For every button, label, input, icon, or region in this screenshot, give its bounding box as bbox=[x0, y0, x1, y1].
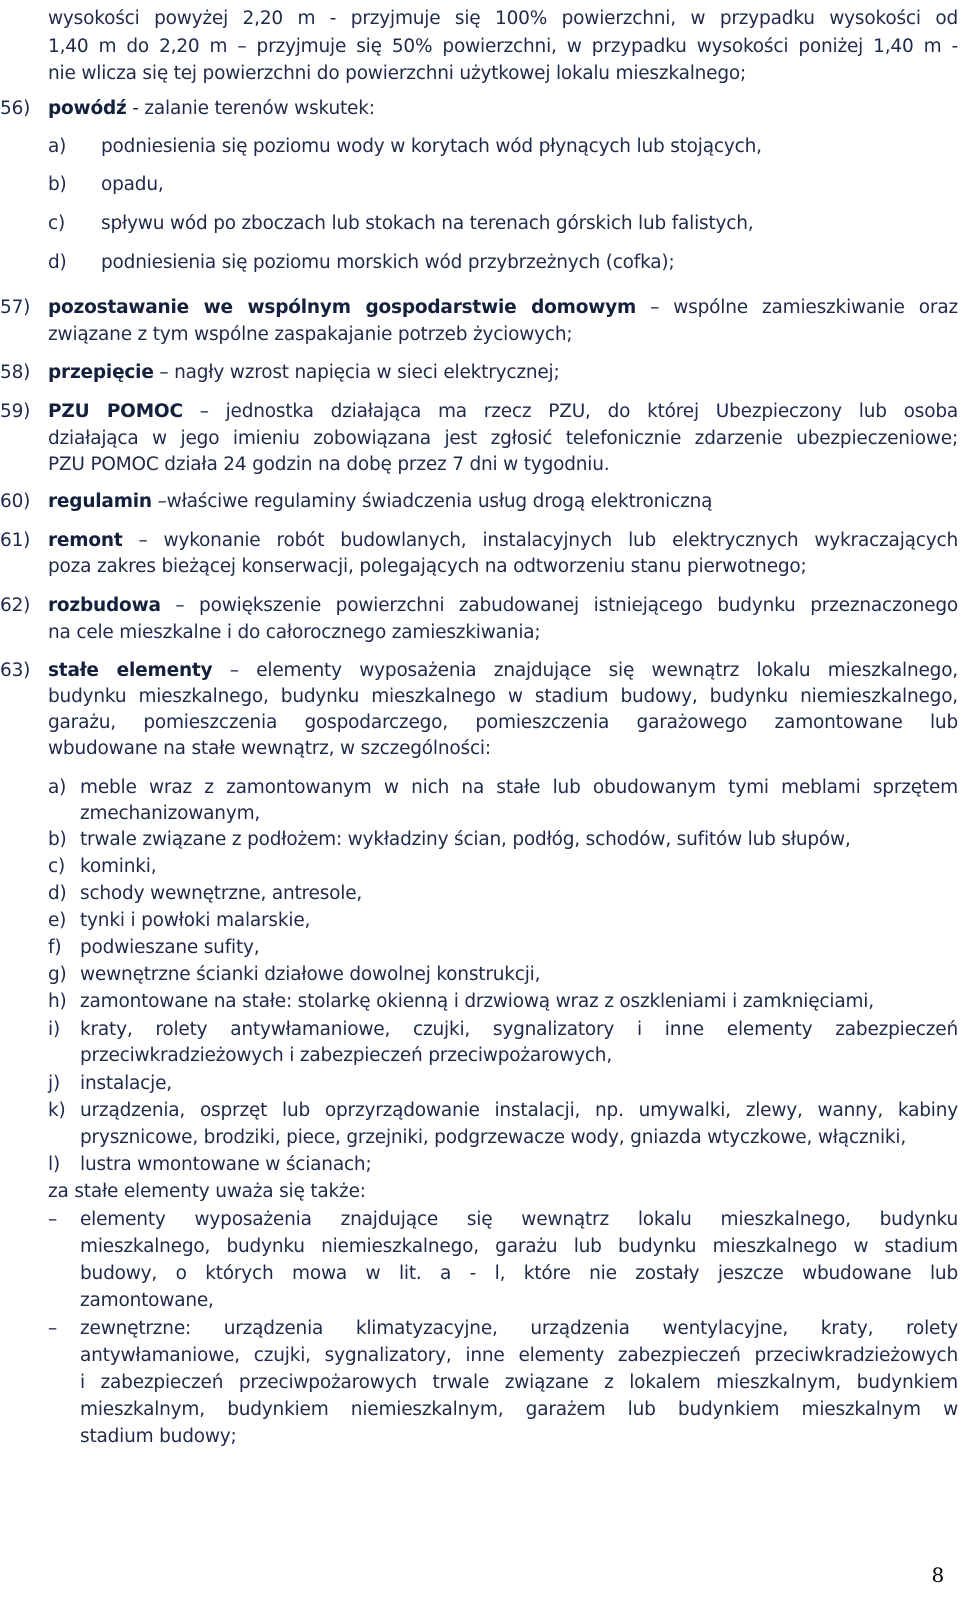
list-text: spływu wód po zboczach lub stokach na terenach górskich lub falistych, bbox=[101, 213, 754, 234]
definition-number: 57) bbox=[0, 297, 31, 318]
list-text: zmechanizowanym, bbox=[80, 803, 261, 824]
paragraph-line: poza zakres bieżącej konserwacji, polegających na odtworzeniu stanu pierwotnego; bbox=[48, 556, 807, 577]
list-text: instalacje, bbox=[80, 1073, 172, 1094]
list-label: b) bbox=[48, 829, 67, 850]
definition-text: – powiększenie powierzchni zabudowanej istniejącego budynku przeznaczonego bbox=[160, 595, 958, 616]
definition-text: – elementy wyposażenia znajdujące się wewnątrz lokalu mieszkalnego, bbox=[212, 660, 958, 681]
definition-term: przepięcie bbox=[48, 362, 154, 383]
list-text: zamontowane, bbox=[80, 1290, 214, 1311]
list-text: lustra wmontowane w ścianach; bbox=[80, 1154, 372, 1175]
definition-text: - zalanie terenów wskutek: bbox=[126, 98, 375, 119]
definition-term: stałe elementy bbox=[48, 660, 213, 681]
list-text: kraty, rolety antywłamaniowe, czujki, sygnalizatory i inne elementy zabezpieczeń bbox=[80, 1019, 958, 1040]
list-text: tynki i powłoki malarskie, bbox=[80, 910, 311, 931]
paragraph-line: związane z tym wspólne zaspakajanie potrzeb życiowych; bbox=[48, 324, 573, 345]
list-text: i zabezpieczeń przeciwpożarowych trwale związane z lokalem mieszkalnym, budynkiem bbox=[80, 1372, 958, 1393]
definition-text: – jednostka działająca ma rzecz PZU, do której Ubezpieczony lub osoba bbox=[182, 401, 958, 422]
list-text: podniesienia się poziomu wody w korytach wód płynących lub stojących, bbox=[101, 136, 762, 157]
definition-term: powódź bbox=[48, 98, 127, 119]
definition-number: 56) bbox=[0, 98, 31, 119]
definition-term: PZU POMOC bbox=[48, 401, 183, 422]
definition-number: 63) bbox=[0, 660, 31, 681]
definition-62 bbox=[48, 593, 958, 619]
list-text: zewnętrzne: urządzenia klimatyzacyjne, urządzenia wentylacyjne, kraty, rolety bbox=[80, 1318, 958, 1339]
list-text: antywłamaniowe, czujki, sygnalizatory, inne elementy zabezpieczeń przeciwkradzieżowych bbox=[80, 1345, 958, 1366]
definition-61 bbox=[48, 528, 958, 554]
list-label: l) bbox=[48, 1154, 60, 1175]
paragraph-line: 1,40 m do 2,20 m – przyjmuje się 50% powierzchni, w przypadku wysokości poniżej 1,40 m - bbox=[48, 36, 958, 57]
list-text: mieszkalnym, budynkiem niemieszkalnym, garażem lub budynkiem mieszkalnym w bbox=[80, 1399, 958, 1420]
dash-marker: – bbox=[48, 1209, 58, 1230]
list-label: f) bbox=[48, 937, 62, 958]
definition-term: remont bbox=[48, 530, 123, 551]
paragraph-line: działająca w jego imieniu zobowiązana jest zgłosić telefonicznie zdarzenie ubezpieczeniowe; bbox=[48, 428, 958, 449]
list-label: d) bbox=[48, 252, 67, 273]
definition-text: – nagły wzrost napięcia w sieci elektrycznej; bbox=[153, 362, 560, 383]
definition-text: –właściwe regulaminy świadczenia usług drogą elektroniczną bbox=[151, 491, 713, 512]
list-text: elementy wyposażenia znajdujące się wewnątrz lokalu mieszkalnego, budynku bbox=[80, 1209, 958, 1230]
definition-56 bbox=[0, 96, 958, 122]
list-text: schody wewnętrzne, antresole, bbox=[80, 883, 363, 904]
list-item bbox=[48, 134, 958, 160]
paragraph-line: wysokości powyżej 2,20 m - przyjmuje się 100% powierzchni, w przypadku wysokości od bbox=[48, 8, 958, 29]
list-text: wewnętrzne ścianki działowe dowolnej konstrukcji, bbox=[80, 964, 541, 985]
list-text: mieszkalnego, budynku niemieszkalnego, garażu lub budynku mieszkalnego w stadium bbox=[80, 1236, 958, 1257]
definition-58 bbox=[48, 360, 958, 386]
definition-number: 61) bbox=[0, 530, 31, 551]
list-text: urządzenia, osprzęt lub oprzyrządowanie instalacji, np. umywalki, zlewy, wanny, kabiny bbox=[80, 1100, 958, 1121]
page-number: 8 bbox=[931, 1563, 944, 1587]
definition-number: 59) bbox=[0, 401, 31, 422]
list-label: c) bbox=[48, 213, 65, 234]
definition-63 bbox=[48, 658, 958, 684]
paragraph-line: garażu, pomieszczenia gospodarczego, pomieszczenia garażowego zamontowane lub bbox=[48, 712, 958, 733]
list-text: przeciwkradzieżowych i zabezpieczeń przeciwpożarowych, bbox=[80, 1045, 613, 1066]
list-label: c) bbox=[48, 856, 65, 877]
list-text: podniesienia się poziomu morskich wód przybrzeżnych (cofka); bbox=[101, 252, 675, 273]
list-text: stadium budowy; bbox=[80, 1426, 237, 1447]
definition-57 bbox=[48, 295, 958, 321]
definition-60 bbox=[48, 489, 958, 515]
list-text: prysznicowe, brodziki, piece, grzejniki, podgrzewacze wody, gniazda wtyczkowe, włączniki, bbox=[80, 1127, 907, 1148]
list-text: trwale związane z podłożem: wykładziny ścian, podłóg, schodów, sufitów lub słupów, bbox=[80, 829, 851, 850]
definition-term: pozostawanie we wspólnym gospodarstwie domowym bbox=[48, 297, 637, 318]
list-label: a) bbox=[48, 136, 67, 157]
definition-number: 60) bbox=[0, 491, 31, 512]
list-label: g) bbox=[48, 964, 67, 985]
paragraph-line: za stałe elementy uważa się także: bbox=[48, 1181, 366, 1202]
list-label: b) bbox=[48, 174, 67, 195]
list-label: e) bbox=[48, 910, 67, 931]
definition-number: 58) bbox=[0, 362, 31, 383]
list-text: podwieszane sufity, bbox=[80, 937, 260, 958]
definition-term: regulamin bbox=[48, 491, 152, 512]
list-label: i) bbox=[48, 1019, 60, 1040]
paragraph-line: na cele mieszkalne i do całorocznego zamieszkiwania; bbox=[48, 622, 541, 643]
list-item bbox=[48, 172, 958, 198]
list-label: h) bbox=[48, 991, 67, 1012]
definition-59 bbox=[48, 399, 958, 425]
list-text: budowy, o których mowa w lit. a - l, które nie zostały jeszcze wbudowane lub bbox=[80, 1263, 958, 1284]
paragraph-line: nie wlicza się tej powierzchni do powierzchni użytkowej lokalu mieszkalnego; bbox=[48, 63, 747, 84]
paragraph-line: PZU POMOC działa 24 godzin na dobę przez 7 dni w tygodniu. bbox=[48, 454, 610, 475]
list-label: d) bbox=[48, 883, 67, 904]
definition-term: rozbudowa bbox=[48, 595, 161, 616]
list-label: k) bbox=[48, 1100, 66, 1121]
definition-text: – wspólne zamieszkiwanie oraz bbox=[636, 297, 958, 318]
list-item bbox=[48, 211, 958, 237]
definition-number: 62) bbox=[0, 595, 31, 616]
list-text: kominki, bbox=[80, 856, 157, 877]
list-item bbox=[48, 250, 958, 276]
list-label: a) bbox=[48, 777, 67, 798]
paragraph-line: wbudowane na stałe wewnątrz, w szczególności: bbox=[48, 738, 491, 759]
list-text: opadu, bbox=[101, 174, 164, 195]
list-text: zamontowane na stałe: stolarkę okienną i drzwiową wraz z oszkleniami i zamknięciami, bbox=[80, 991, 874, 1012]
list-label: j) bbox=[48, 1073, 60, 1094]
definition-text: – wykonanie robót budowlanych, instalacyjnych lub elektrycznych wykraczających bbox=[122, 530, 958, 551]
list-text: meble wraz z zamontowanym w nich na stałe lub obudowanym tymi meblami sprzętem bbox=[80, 777, 958, 798]
paragraph-line: budynku mieszkalnego, budynku mieszkalnego w stadium budowy, budynku niemieszkalnego, bbox=[48, 686, 958, 707]
dash-marker: – bbox=[48, 1318, 58, 1339]
